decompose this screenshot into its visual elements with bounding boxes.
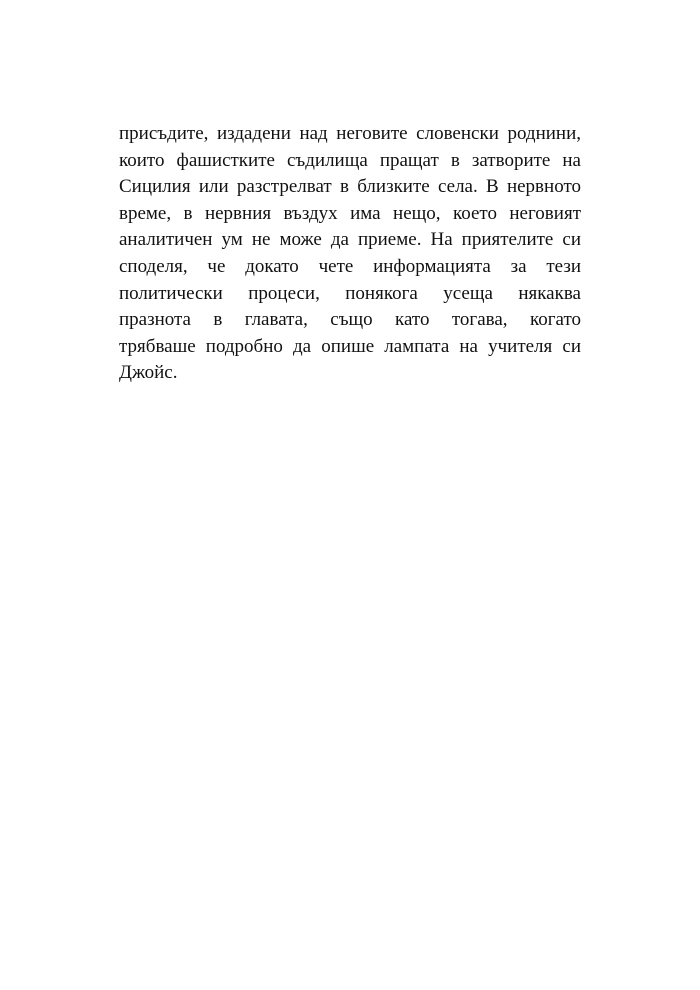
paragraph-line-3: Сицилия или разстрелват в близките села. В нервното: [119, 176, 581, 198]
paragraph-line-4: време, в нервния въздух има нещо, което неговият: [119, 202, 581, 224]
paragraph-line-9: трябваше подробно да опише лампата на учителя си: [119, 335, 581, 357]
paragraph-line-7: политически процеси, понякога усеща някаква: [119, 282, 581, 304]
body-paragraph: [119, 121, 581, 387]
paragraph-line-2: които фашистките съдилища пращат в затворите на: [119, 149, 581, 171]
paragraph-line-10: Джойс.: [119, 362, 178, 384]
paragraph-line-8: празнота в главата, също като тогава, когато: [119, 309, 581, 331]
paragraph-line-5: аналитичен ум не може да приеме. На приятелите си: [119, 229, 581, 251]
paragraph-line-1: присъдите, издадени над неговите словенски роднини,: [119, 123, 581, 144]
paragraph-line-6: споделя, че докато чете информацията за тези: [119, 255, 581, 277]
